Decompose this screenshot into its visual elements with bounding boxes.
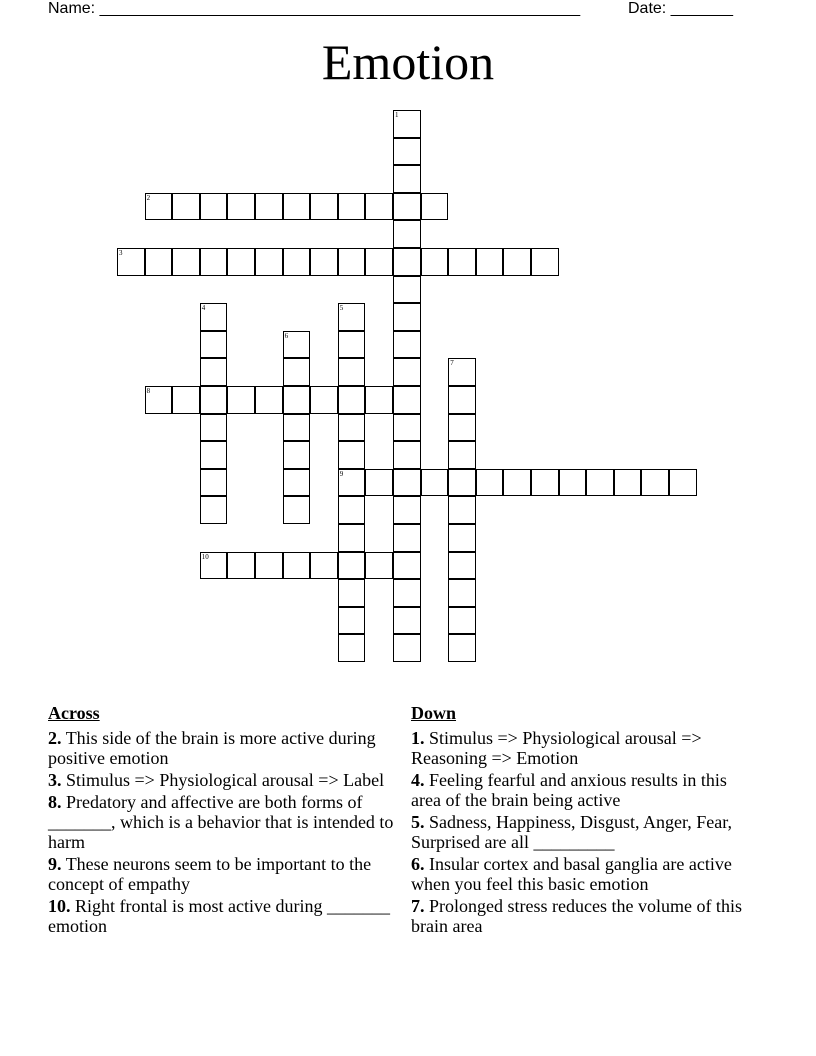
crossword-cell[interactable] (448, 386, 476, 414)
clue-number: 6. (411, 854, 425, 874)
crossword-cell[interactable] (338, 303, 366, 331)
crossword-cell[interactable] (117, 248, 145, 276)
clue-down-7 (411, 896, 751, 936)
crossword-cell[interactable] (448, 469, 476, 497)
crossword-cell[interactable] (448, 441, 476, 469)
crossword-cell[interactable] (338, 441, 366, 469)
crossword-cell[interactable] (283, 358, 311, 386)
crossword-cell[interactable] (145, 386, 173, 414)
crossword-cell[interactable] (338, 331, 366, 359)
crossword-cell[interactable] (393, 331, 421, 359)
crossword-cell[interactable] (393, 607, 421, 635)
clue-number-label: 1 (395, 111, 399, 119)
crossword-cell[interactable] (227, 248, 255, 276)
crossword-cell[interactable] (338, 248, 366, 276)
clue-number: 9. (48, 854, 62, 874)
crossword-cell[interactable] (200, 386, 228, 414)
crossword-cell[interactable] (365, 248, 393, 276)
crossword-cell[interactable] (200, 496, 228, 524)
clue-number: 7. (411, 896, 425, 916)
crossword-cell[interactable] (338, 358, 366, 386)
clue-number: 8. (48, 792, 62, 812)
clue-number: 4. (411, 770, 425, 790)
clue-number-label: 4 (201, 304, 206, 313)
crossword-cell[interactable] (310, 193, 338, 221)
crossword-cell[interactable] (393, 386, 421, 414)
down-heading: Down (411, 703, 457, 723)
clue-number: 10. (48, 896, 71, 916)
crossword-cell[interactable] (200, 331, 228, 359)
crossword-cell[interactable] (393, 441, 421, 469)
crossword-cell[interactable] (338, 524, 366, 552)
page-title: Emotion (321, 34, 495, 90)
crossword-cell[interactable] (200, 358, 228, 386)
crossword-cell[interactable] (393, 303, 421, 331)
crossword-cell[interactable] (448, 634, 476, 662)
crossword-cell[interactable] (421, 469, 449, 497)
crossword-cell[interactable] (669, 469, 697, 497)
crossword-cell[interactable] (310, 248, 338, 276)
crossword-cell[interactable] (393, 220, 421, 248)
crossword-cell[interactable] (476, 469, 504, 497)
crossword-cell[interactable] (283, 441, 311, 469)
crossword-cell[interactable] (393, 193, 421, 221)
clue-number-label: 7 (450, 359, 454, 368)
crossword-cell[interactable] (200, 193, 228, 221)
crossword-cell[interactable] (503, 469, 531, 497)
clue-text: Feeling fearful and anxious results in this area of the brain being active (411, 770, 727, 810)
clue-number: 5. (411, 812, 425, 832)
clue-text: Sadness, Happiness, Disgust, Anger, Fear, Surprised are all _________ (411, 812, 733, 852)
crossword-cell[interactable] (255, 193, 283, 221)
crossword-cell[interactable] (393, 496, 421, 524)
clue-text: These neurons seem to be important to the concept of empathy (48, 854, 372, 894)
crossword-cell[interactable] (503, 248, 531, 276)
crossword-cell[interactable] (393, 165, 421, 193)
crossword-cell[interactable] (614, 469, 642, 497)
crossword-cell[interactable] (448, 607, 476, 635)
crossword-cell[interactable] (145, 248, 173, 276)
clue-number-label: 5 (339, 304, 344, 313)
clue-across-3 (48, 770, 408, 790)
crossword-cell[interactable] (227, 552, 255, 580)
clue-number-label: 2 (146, 193, 151, 202)
crossword-cell[interactable] (365, 552, 393, 580)
crossword-cell[interactable] (338, 634, 366, 662)
crossword-cell[interactable] (172, 193, 200, 221)
crossword-cell[interactable] (476, 248, 504, 276)
across-clues (48, 702, 408, 938)
clue-across-2 (48, 728, 408, 768)
clue-number: 1. (411, 728, 425, 748)
crossword-cell[interactable] (200, 303, 228, 331)
crossword-cell[interactable] (255, 386, 283, 414)
clue-text: Prolonged stress reduces the volume of this brain area (411, 896, 742, 936)
crossword-cell[interactable] (145, 193, 173, 221)
clue-text: Insular cortex and basal ganglia are active when you feel this basic emotion (411, 854, 732, 894)
crossword-cell[interactable] (255, 552, 283, 580)
crossword-cell[interactable] (559, 469, 587, 497)
crossword-cell[interactable] (338, 469, 366, 497)
crossword-cell[interactable] (421, 248, 449, 276)
crossword-cell[interactable] (283, 386, 311, 414)
crossword-cell[interactable] (393, 414, 421, 442)
clue-text: Stimulus => Physiological arousal => Reasoning => Emotion (411, 728, 702, 768)
crossword-cell[interactable] (365, 469, 393, 497)
crossword-cell[interactable] (172, 248, 200, 276)
crossword-cell[interactable] (338, 579, 366, 607)
crossword-cell[interactable] (393, 552, 421, 580)
crossword-cell[interactable] (338, 414, 366, 442)
clue-text: Right frontal is most active during _______ emotion (48, 896, 390, 936)
crossword-cell[interactable] (393, 634, 421, 662)
clue-text: Predatory and affective are both forms of _______, which is a behavior that is intended to harm (48, 792, 394, 852)
crossword-cell[interactable] (393, 110, 421, 138)
crossword-cell[interactable] (200, 248, 228, 276)
name-field[interactable]: Name: ______________________________________________________ (48, 0, 581, 17)
down-clues (411, 702, 751, 938)
crossword-cell[interactable] (586, 469, 614, 497)
crossword-cell[interactable] (338, 607, 366, 635)
crossword-cell[interactable] (448, 524, 476, 552)
crossword-cell[interactable] (172, 386, 200, 414)
clue-text: This side of the brain is more active during positive emotion (48, 728, 376, 768)
crossword-cell[interactable] (283, 193, 311, 221)
clue-across-9 (48, 854, 408, 894)
crossword-cell[interactable] (200, 552, 228, 580)
date-field[interactable]: Date: _______ (628, 0, 733, 17)
clue-number-label: 10 (201, 552, 209, 561)
crossword-cell[interactable] (448, 248, 476, 276)
clue-across-10 (48, 896, 408, 936)
clue-text: Stimulus => Physiological arousal => Label (66, 770, 385, 790)
crossword-cell[interactable] (338, 386, 366, 414)
crossword-cell[interactable] (393, 579, 421, 607)
crossword-cell[interactable] (531, 469, 559, 497)
crossword-cell[interactable] (448, 496, 476, 524)
crossword-cell[interactable] (200, 469, 228, 497)
crossword-cell[interactable] (393, 138, 421, 166)
crossword-cell[interactable] (283, 331, 311, 359)
crossword-cell[interactable] (283, 496, 311, 524)
crossword-cell[interactable] (338, 496, 366, 524)
clue-number-label: 9 (339, 469, 344, 478)
crossword-cell[interactable] (227, 386, 255, 414)
crossword-cell[interactable] (448, 552, 476, 580)
crossword-cell[interactable] (283, 469, 311, 497)
across-heading: Across (48, 703, 100, 723)
clue-down-6 (411, 854, 751, 894)
crossword-cell[interactable] (365, 386, 393, 414)
clue-number-label: 8 (146, 387, 151, 395)
crossword-cell[interactable] (283, 552, 311, 580)
clue-across-8 (48, 792, 408, 852)
clue-number: 2. (48, 728, 62, 748)
crossword-cell[interactable] (365, 193, 393, 221)
crossword-cell[interactable] (393, 524, 421, 552)
crossword-cell[interactable] (393, 248, 421, 276)
crossword-cell[interactable] (393, 469, 421, 497)
crossword-cell[interactable] (448, 358, 476, 386)
crossword-cell[interactable] (531, 248, 559, 276)
crossword-cell[interactable] (448, 579, 476, 607)
clue-down-4 (411, 770, 751, 810)
crossword-cell[interactable] (338, 193, 366, 221)
crossword-cell[interactable] (200, 414, 228, 442)
clue-down-5 (411, 812, 751, 852)
crossword-cell[interactable] (227, 193, 255, 221)
crossword-cell[interactable] (641, 469, 669, 497)
crossword-cell[interactable] (393, 276, 421, 304)
crossword-cell[interactable] (255, 248, 283, 276)
crossword-cell[interactable] (310, 386, 338, 414)
crossword-cell[interactable] (283, 414, 311, 442)
crossword-cell[interactable] (448, 414, 476, 442)
clue-number-label: 6 (284, 331, 289, 340)
crossword-cell[interactable] (393, 358, 421, 386)
crossword-cell[interactable] (283, 248, 311, 276)
crossword-cell[interactable] (200, 441, 228, 469)
clue-down-1 (411, 728, 751, 768)
clue-number-label: 3 (119, 249, 123, 257)
crossword-cell[interactable] (310, 552, 338, 580)
clue-number: 3. (48, 770, 62, 790)
crossword-cell[interactable] (338, 552, 366, 580)
crossword-cell[interactable] (421, 193, 449, 221)
